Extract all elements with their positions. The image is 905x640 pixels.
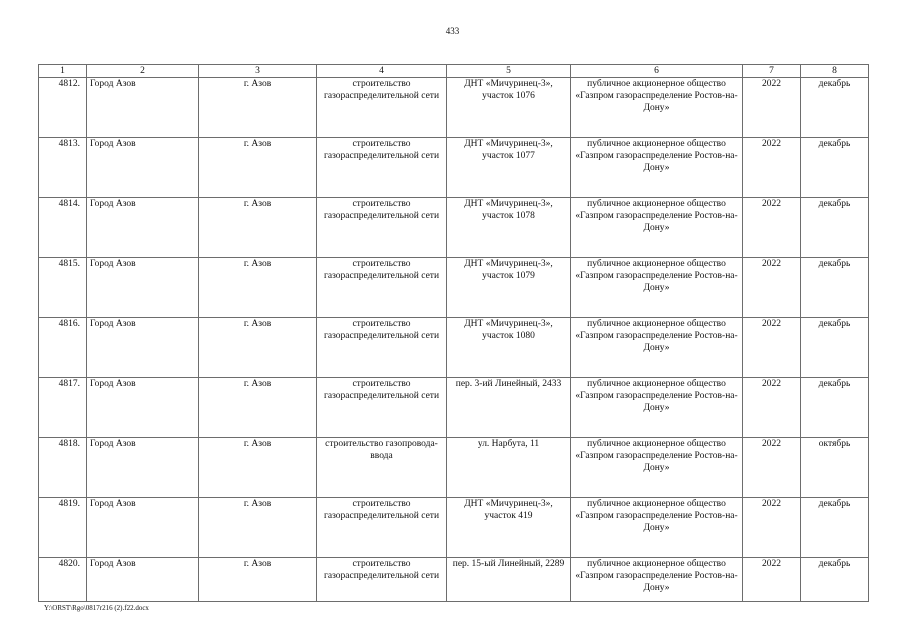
cell-district: Город Азов [87, 138, 199, 198]
cell-row-number: 4813. [39, 138, 87, 198]
column-header-4: 4 [317, 65, 447, 78]
table-row [39, 318, 869, 378]
cell-year: 2022 [743, 78, 801, 138]
cell-address: ДНТ «Мичуринец-3», участок 419 [447, 498, 571, 558]
table-row [39, 558, 869, 602]
cell-settlement: г. Азов [199, 558, 317, 602]
cell-district: Город Азов [87, 318, 199, 378]
column-header-3: 3 [199, 65, 317, 78]
table-row [39, 258, 869, 318]
cell-organization: публичное акционерное общество «Газпром газораспределение Ростов-на-Дону» [571, 258, 743, 318]
column-header-8: 8 [801, 65, 869, 78]
column-header-7: 7 [743, 65, 801, 78]
cell-district: Город Азов [87, 378, 199, 438]
cell-settlement: г. Азов [199, 78, 317, 138]
cell-settlement: г. Азов [199, 438, 317, 498]
table-header [39, 65, 869, 78]
cell-year: 2022 [743, 378, 801, 438]
registry-table [38, 64, 869, 602]
cell-month: декабрь [801, 198, 869, 258]
cell-work-type: строительство газораспределительной сети [317, 318, 447, 378]
cell-organization: публичное акционерное общество «Газпром газораспределение Ростов-на-Дону» [571, 438, 743, 498]
cell-address: пер. 3-ий Линейный, 2433 [447, 378, 571, 438]
cell-month: декабрь [801, 558, 869, 602]
cell-month: октябрь [801, 438, 869, 498]
cell-work-type: строительство газораспределительной сети [317, 558, 447, 602]
cell-address: ДНТ «Мичуринец-3», участок 1079 [447, 258, 571, 318]
cell-year: 2022 [743, 498, 801, 558]
cell-row-number: 4815. [39, 258, 87, 318]
cell-settlement: г. Азов [199, 378, 317, 438]
cell-organization: публичное акционерное общество «Газпром газораспределение Ростов-на-Дону» [571, 378, 743, 438]
column-header-5: 5 [447, 65, 571, 78]
table-row [39, 498, 869, 558]
table-row [39, 378, 869, 438]
cell-address: ДНТ «Мичуринец-3», участок 1078 [447, 198, 571, 258]
cell-month: декабрь [801, 378, 869, 438]
cell-row-number: 4812. [39, 78, 87, 138]
cell-row-number: 4816. [39, 318, 87, 378]
column-header-2: 2 [87, 65, 199, 78]
cell-district: Город Азов [87, 498, 199, 558]
cell-address: ул. Нарбута, 11 [447, 438, 571, 498]
cell-address: ДНТ «Мичуринец-3», участок 1076 [447, 78, 571, 138]
footer-file-path: Y:\ORST\Rgo\0817r216 (2).f22.docx [44, 604, 149, 612]
cell-district: Город Азов [87, 258, 199, 318]
cell-month: декабрь [801, 138, 869, 198]
cell-work-type: строительство газораспределительной сети [317, 198, 447, 258]
cell-settlement: г. Азов [199, 198, 317, 258]
cell-row-number: 4819. [39, 498, 87, 558]
cell-district: Город Азов [87, 558, 199, 602]
cell-work-type: строительство газопровода-ввода [317, 438, 447, 498]
cell-address: ДНТ «Мичуринец-3», участок 1077 [447, 138, 571, 198]
cell-organization: публичное акционерное общество «Газпром газораспределение Ростов-на-Дону» [571, 138, 743, 198]
cell-year: 2022 [743, 258, 801, 318]
table-row [39, 438, 869, 498]
cell-year: 2022 [743, 198, 801, 258]
cell-settlement: г. Азов [199, 138, 317, 198]
cell-organization: публичное акционерное общество «Газпром газораспределение Ростов-на-Дону» [571, 78, 743, 138]
cell-settlement: г. Азов [199, 318, 317, 378]
cell-month: декабрь [801, 78, 869, 138]
cell-organization: публичное акционерное общество «Газпром газораспределение Ростов-на-Дону» [571, 318, 743, 378]
cell-year: 2022 [743, 558, 801, 602]
cell-row-number: 4814. [39, 198, 87, 258]
cell-organization: публичное акционерное общество «Газпром газораспределение Ростов-на-Дону» [571, 558, 743, 602]
cell-month: декабрь [801, 258, 869, 318]
cell-row-number: 4817. [39, 378, 87, 438]
cell-row-number: 4820. [39, 558, 87, 602]
column-header-6: 6 [571, 65, 743, 78]
cell-settlement: г. Азов [199, 498, 317, 558]
cell-work-type: строительство газораспределительной сети [317, 378, 447, 438]
page-number: 433 [445, 26, 460, 36]
table-row [39, 198, 869, 258]
header-row [39, 65, 869, 78]
cell-year: 2022 [743, 138, 801, 198]
table-row [39, 138, 869, 198]
cell-work-type: строительство газораспределительной сети [317, 78, 447, 138]
cell-work-type: строительство газораспределительной сети [317, 138, 447, 198]
cell-address: ДНТ «Мичуринец-3», участок 1080 [447, 318, 571, 378]
cell-row-number: 4818. [39, 438, 87, 498]
cell-address: пер. 15-ый Линейный, 2289 [447, 558, 571, 602]
cell-settlement: г. Азов [199, 258, 317, 318]
cell-work-type: строительство газораспределительной сети [317, 258, 447, 318]
cell-district: Город Азов [87, 78, 199, 138]
table-body [39, 78, 869, 602]
cell-work-type: строительство газораспределительной сети [317, 498, 447, 558]
cell-organization: публичное акционерное общество «Газпром газораспределение Ростов-на-Дону» [571, 498, 743, 558]
cell-month: декабрь [801, 498, 869, 558]
cell-organization: публичное акционерное общество «Газпром газораспределение Ростов-на-Дону» [571, 198, 743, 258]
cell-year: 2022 [743, 318, 801, 378]
cell-year: 2022 [743, 438, 801, 498]
cell-district: Город Азов [87, 198, 199, 258]
table-row [39, 78, 869, 138]
cell-district: Город Азов [87, 438, 199, 498]
cell-month: декабрь [801, 318, 869, 378]
column-header-1: 1 [39, 65, 87, 78]
